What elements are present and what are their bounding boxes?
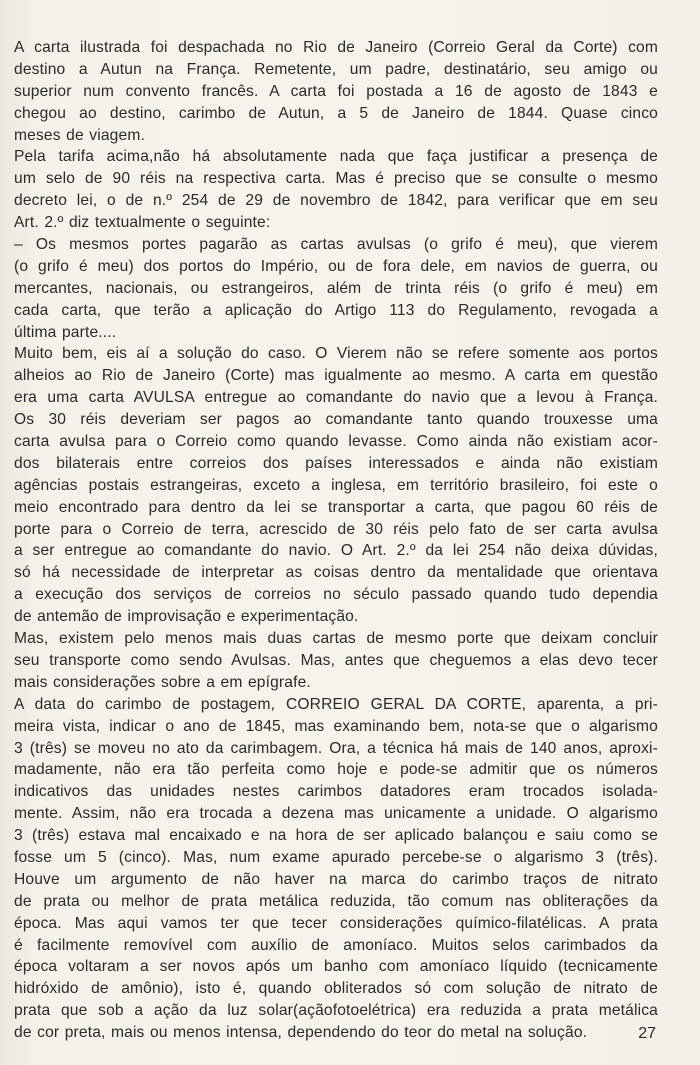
text-line: de antemão de improvisação e experimentação. [14, 608, 359, 626]
text-line: decreto lei, o de n.º 254 de 29 de novembro de 1842, para verificar que em seu [14, 192, 658, 210]
text-line: chegou ao destino, carimbo de Autun, a 5 de Janeiro de 1844. Quase cinco [14, 104, 658, 122]
text-line: destino a Autun na França. Remetente, um padre, destinatário, seu amigo ou [14, 60, 658, 78]
text-line: A carta ilustrada foi despachada no Rio de Janeiro (Correio Geral da Corte) com [14, 39, 658, 56]
text-line: de cor preta, mais ou menos intensa, dependendo do teor do metal na solução. [14, 1024, 588, 1042]
text-line: Art. 2.º diz textualmente o seguinte: [14, 214, 271, 232]
text-line: agências postais estrangeiras, exceto a inglesa, em território brasileiro, foi este o [14, 476, 658, 494]
text-line: de prata ou melhor de prata metálica reduzida, tão comum nas obliterações da [14, 892, 658, 910]
text-line: Pela tarifa acima,não há absolutamente nada que faça justificar a presença de [14, 148, 658, 166]
text-line: mercantes, nacionais, ou estrangeiros, além de trinta réis (o grifo é meu) em [14, 279, 658, 297]
text-line: – Os mesmos portes pagarão as cartas avulsas (o grifo é meu), que vierem [14, 236, 658, 254]
text-line: prata que sob a ação da luz solar(açãofotoelétrica) era reduzida a prata metálica [14, 1002, 658, 1020]
text-line: Os 30 réis deveriam ser pagos ao comandante tanto quando trouxesse uma [14, 411, 658, 429]
text-line: cada carta, que terão a aplicação do Artigo 113 do Regulamento, revogada a [14, 301, 658, 319]
text-line: carta avulsa para o Correio como quando levasse. Como ainda não existiam acor- [14, 433, 658, 451]
text-line: última parte.... [14, 323, 117, 341]
text-line: fosse um 5 (cinco). Mas, num exame apurado percebe-se o algarismo 3 (três). [14, 848, 658, 866]
text-line: a ser entregue ao comandante do navio. O Art. 2.º da lei 254 não deixa dúvidas, [14, 542, 658, 560]
text-line: um selo de 90 réis na respectiva carta. Mas é preciso que se consulte o mesmo [14, 170, 658, 188]
text-line: 3 (três) se moveu no ato da carimbagem. Ora, a técnica há mais de 140 anos, aproxi- [14, 739, 658, 757]
text-line: porte para o Correio de terra, acrescido de 30 réis pelo fato de ser carta avulsa [14, 520, 658, 538]
text-line: Houve um argumento de não haver na marca do carimbo traços de nitrato [14, 870, 658, 888]
text-line: madamente, não era tão perfeita como hoje e pode-se admitir que os números [14, 761, 658, 779]
body-text [14, 37, 658, 1044]
text-line: é facilmente removível com auxílio de amoníaco. Muitos selos carimbados da [14, 936, 658, 954]
text-line: época. Mas aqui vamos ter que tecer considerações químico-filatélicas. A prata [14, 914, 658, 932]
text-line: época voltaram a ser novos após um banho com amoníaco líquido (tecnicamente [14, 958, 658, 976]
text-line: superior num convento francês. A carta foi postada a 16 de agosto de 1843 e [14, 82, 658, 100]
text-line: Muito bem, eis aí a solução do caso. O Vierem não se refere somente aos portos [14, 345, 658, 363]
text-line: hidróxido de amônio), isto é, quando obliterados só com solução de nitrato de [14, 980, 658, 998]
text-line: mente. Assim, não era trocada a dezena mas unicamente a unidade. O algarismo [14, 805, 658, 823]
text-line: indicativos das unidades nestes carimbos datadores eram trocados isolada- [14, 783, 658, 801]
text-line: Mas, existem pelo menos mais duas cartas de mesmo porte que deixam concluir [14, 630, 658, 648]
text-line: só há necessidade de interpretar as coisas dentro da mentalidade que orientava [14, 564, 658, 582]
text-line: seu transporte como sendo Avulsas. Mas, antes que cheguemos a elas devo tecer [14, 651, 658, 669]
text-line: (o grifo é meu) dos portos do Império, ou de fora dele, em navios de guerra, ou [14, 257, 658, 275]
text-line: a execução dos serviços de correios no século passado quando tudo dependia [14, 586, 658, 604]
page-number: 27 [638, 1025, 656, 1042]
text-line: dos bilaterais entre correios dos países interessados e ainda não existiam [14, 454, 658, 472]
text-line: mais considerações sobre a em epígrafe. [14, 673, 311, 691]
text-line: A data do carimbo de postagem, CORREIO GERAL DA CORTE, aparenta, a pri- [14, 695, 658, 713]
text-line: 3 (três) estava mal encaixado e na hora de ser aplicado balançou e saiu como se [14, 827, 658, 845]
text-line: era uma carta AVULSA entregue ao comandante do navio que a levou à França. [14, 389, 658, 407]
text-line: meira vista, indicar o ano de 1845, mas examinando bem, nota-se que o algarismo [14, 717, 658, 735]
text-line: alheios ao Rio de Janeiro (Corte) mas igualmente ao mesmo. A carta em questão [14, 367, 658, 385]
text-line: meses de viagem. [14, 126, 145, 144]
text-line: meio encontrado para dentro da lei se transportar a carta, que pagou 60 réis de [14, 498, 658, 516]
